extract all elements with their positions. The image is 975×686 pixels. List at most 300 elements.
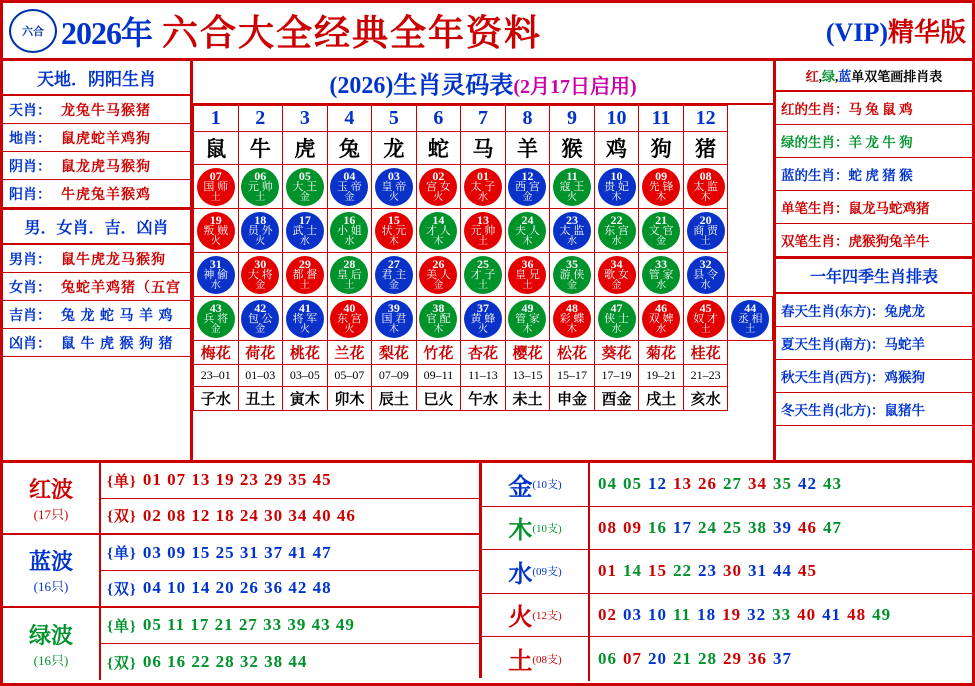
ball-cell[interactable] bbox=[283, 297, 328, 341]
flower-name: 兰花 bbox=[327, 341, 372, 365]
right-title-part-red: 红 bbox=[805, 69, 819, 84]
ball-number: 42 bbox=[254, 301, 267, 315]
right-title-part-blue: 蓝 bbox=[838, 69, 852, 84]
number-ball[interactable] bbox=[419, 212, 457, 250]
wave-line bbox=[101, 608, 479, 644]
ball-cell[interactable] bbox=[283, 165, 328, 209]
element-number: 34 bbox=[748, 474, 767, 494]
element-row bbox=[482, 594, 972, 638]
number-ball[interactable] bbox=[687, 300, 725, 338]
wave-number-lines bbox=[101, 535, 479, 605]
element-number: 25 bbox=[723, 517, 742, 537]
element-number: 33 bbox=[772, 604, 792, 624]
ball-title: 国 君 bbox=[381, 313, 407, 325]
element-name: 火 bbox=[508, 605, 533, 632]
column-number: 4 bbox=[327, 106, 372, 132]
ball-cell[interactable] bbox=[550, 165, 595, 209]
zodiac-code-table bbox=[193, 105, 773, 411]
ball-cell[interactable] bbox=[372, 297, 417, 341]
ball-element: 水 bbox=[477, 192, 488, 203]
element-number: 44 bbox=[773, 561, 792, 581]
element-name: 土 bbox=[508, 649, 533, 676]
ball-row bbox=[194, 253, 773, 297]
number-ball[interactable] bbox=[687, 212, 725, 250]
wave-parity-tag: {单} bbox=[107, 618, 137, 635]
ball-number: 03 bbox=[387, 169, 400, 183]
element-numbers bbox=[590, 518, 972, 538]
ball-cell[interactable] bbox=[194, 209, 239, 253]
number-ball[interactable] bbox=[642, 212, 680, 250]
ball-number: 22 bbox=[610, 213, 623, 227]
element-number: 05 bbox=[623, 474, 642, 494]
element-number: 06 bbox=[598, 648, 617, 668]
ball-number: 16 bbox=[343, 213, 356, 227]
ball-number: 13 bbox=[476, 213, 489, 227]
flower-name: 竹花 bbox=[416, 341, 461, 365]
ball-cell[interactable] bbox=[461, 209, 506, 253]
ball-title: 大 王 bbox=[292, 181, 318, 193]
ball-title: 神 偷 bbox=[203, 269, 229, 281]
zodiac-table-title-main: (2026)生肖灵码表 bbox=[329, 73, 514, 99]
element-number: 27 bbox=[723, 474, 742, 494]
element-numbers bbox=[590, 605, 972, 625]
number-ball[interactable] bbox=[330, 300, 368, 338]
year-title: 2026年 bbox=[61, 14, 153, 51]
ball-title: 君 主 bbox=[381, 269, 407, 281]
element-number: 43 bbox=[823, 474, 842, 494]
element-number: 17 bbox=[673, 517, 692, 537]
ball-cell[interactable] bbox=[683, 165, 728, 209]
ball-title: 兵 将 bbox=[203, 313, 229, 325]
ball-cell[interactable] bbox=[238, 297, 283, 341]
ball-title: 元 帅 bbox=[470, 225, 496, 237]
ball-cell[interactable] bbox=[416, 165, 461, 209]
ball-title: 县 令 bbox=[693, 269, 718, 281]
ball-row bbox=[194, 209, 773, 253]
ball-number: 30 bbox=[254, 257, 267, 271]
number-ball[interactable] bbox=[508, 168, 546, 206]
number-ball[interactable] bbox=[464, 256, 502, 294]
flower-name: 菊花 bbox=[639, 341, 684, 365]
ball-title: 武 士 bbox=[292, 225, 318, 237]
ball-number: 29 bbox=[298, 257, 311, 271]
ball-number: 36 bbox=[521, 257, 534, 271]
season-row: 春天生肖(东方)：兔虎龙 bbox=[776, 294, 972, 327]
ball-cell[interactable] bbox=[283, 209, 328, 253]
ball-element: 土 bbox=[700, 324, 711, 335]
branch-name: 亥水 bbox=[683, 387, 728, 411]
number-ball[interactable] bbox=[553, 256, 591, 294]
element-number: 19 bbox=[722, 604, 742, 624]
wave-numbers: 02 08 12 18 24 30 34 40 46 bbox=[142, 505, 356, 525]
element-label bbox=[482, 637, 590, 681]
number-ball[interactable] bbox=[464, 300, 502, 338]
element-numbers bbox=[590, 649, 972, 669]
left-row bbox=[3, 96, 190, 124]
ball-element: 金 bbox=[433, 280, 444, 291]
left-row-label: 阳肖： bbox=[9, 187, 51, 203]
branch-name: 戌土 bbox=[639, 387, 684, 411]
left-row-value: 鼠牛虎龙马猴狗 bbox=[61, 252, 166, 268]
element-number: 40 bbox=[797, 604, 817, 624]
ball-cell[interactable] bbox=[594, 209, 639, 253]
ball-number: 49 bbox=[521, 301, 534, 315]
left-row-value: 牛虎兔羊猴鸡 bbox=[61, 187, 151, 203]
zodiac-name: 猪 bbox=[683, 132, 728, 165]
ball-element: 金 bbox=[210, 324, 221, 335]
element-label bbox=[482, 507, 590, 550]
ball-number: 23 bbox=[566, 213, 579, 227]
ball-cell[interactable] bbox=[461, 253, 506, 297]
ball-cell[interactable] bbox=[594, 165, 639, 209]
ball-title: 宫 女 bbox=[426, 181, 451, 193]
ball-cell[interactable] bbox=[505, 297, 550, 341]
vip-suffix: 精华版 bbox=[887, 18, 966, 47]
number-ball[interactable] bbox=[553, 212, 591, 250]
ball-cell[interactable] bbox=[505, 209, 550, 253]
hour-range: 15–17 bbox=[550, 365, 595, 387]
number-ball[interactable] bbox=[598, 256, 636, 294]
ball-cell[interactable] bbox=[550, 253, 595, 297]
number-ball[interactable] bbox=[241, 168, 279, 206]
ball-element: 火 bbox=[210, 236, 221, 247]
zodiac-name: 蛇 bbox=[416, 132, 461, 165]
ball-cell[interactable] bbox=[238, 209, 283, 253]
ball-cell[interactable] bbox=[372, 209, 417, 253]
ball-element: 木 bbox=[388, 236, 399, 247]
right-title-part-green: 绿 bbox=[821, 69, 835, 84]
right-column bbox=[776, 61, 972, 460]
wave-label bbox=[3, 463, 101, 533]
vip-badge bbox=[826, 12, 966, 49]
element-count: (08支) bbox=[532, 653, 562, 666]
branch-name: 辰土 bbox=[372, 387, 417, 411]
wave-block bbox=[3, 608, 479, 680]
ball-element: 木 bbox=[388, 324, 399, 335]
element-number: 45 bbox=[798, 561, 817, 581]
column-number: 11 bbox=[639, 106, 684, 132]
right-row-label: 红的生肖： bbox=[781, 102, 849, 117]
number-ball[interactable] bbox=[241, 300, 279, 338]
ball-number: 08 bbox=[699, 169, 712, 183]
ball-cell[interactable] bbox=[194, 253, 239, 297]
left-row-label: 男肖： bbox=[9, 252, 51, 268]
ball-row bbox=[194, 165, 773, 209]
number-ball[interactable] bbox=[241, 256, 279, 294]
branch-name: 酉金 bbox=[594, 387, 639, 411]
column-number: 8 bbox=[505, 106, 550, 132]
ball-title: 太 监 bbox=[693, 181, 718, 193]
ball-title: 皇 帝 bbox=[381, 181, 407, 193]
branch-name: 未土 bbox=[505, 387, 550, 411]
ball-cell[interactable] bbox=[550, 209, 595, 253]
flower-name: 松花 bbox=[550, 341, 595, 365]
hour-range: 05–07 bbox=[327, 365, 372, 387]
wave-numbers: 05 11 17 21 27 33 39 43 49 bbox=[142, 615, 355, 635]
ball-element: 水 bbox=[700, 280, 711, 291]
element-number: 32 bbox=[747, 604, 767, 624]
ball-cell[interactable] bbox=[683, 297, 728, 341]
number-ball[interactable] bbox=[598, 300, 636, 338]
season-row: 秋天生肖(西方)：鸡猴狗 bbox=[776, 360, 972, 393]
ball-cell[interactable] bbox=[283, 253, 328, 297]
ball-title: 贵 妃 bbox=[604, 181, 629, 193]
ball-cell[interactable] bbox=[372, 253, 417, 297]
element-count: (09支) bbox=[532, 566, 562, 579]
element-count: (10支) bbox=[532, 479, 562, 492]
left-rows bbox=[3, 96, 190, 208]
ball-title: 歌 女 bbox=[604, 269, 629, 281]
element-row bbox=[482, 550, 972, 594]
ball-element: 土 bbox=[210, 192, 221, 203]
number-ball[interactable] bbox=[330, 212, 368, 250]
left-row-value: 龙兔牛马猴猪 bbox=[61, 103, 151, 119]
column-number: 9 bbox=[550, 106, 595, 132]
ball-element: 木 bbox=[656, 192, 667, 203]
ball-element: 土 bbox=[299, 280, 310, 291]
number-ball[interactable] bbox=[642, 168, 680, 206]
ball-cell[interactable] bbox=[639, 297, 684, 341]
number-ball[interactable] bbox=[419, 300, 457, 338]
number-ball[interactable] bbox=[464, 168, 502, 206]
number-ball[interactable] bbox=[241, 212, 279, 250]
wave-line bbox=[101, 570, 479, 606]
ball-number: 17 bbox=[298, 213, 311, 227]
ball-element: 金 bbox=[344, 192, 355, 203]
number-ball[interactable] bbox=[375, 168, 413, 206]
right-row bbox=[776, 92, 972, 125]
right-title: 红,绿,蓝单双笔画排肖表 bbox=[776, 61, 972, 92]
flower-name: 葵花 bbox=[594, 341, 639, 365]
ball-number: 15 bbox=[387, 213, 400, 227]
right-row-label: 蓝的生肖： bbox=[781, 168, 849, 183]
ball-number: 28 bbox=[343, 257, 356, 271]
element-name: 水 bbox=[508, 561, 533, 588]
element-number: 04 bbox=[598, 474, 617, 494]
left-row bbox=[3, 152, 190, 180]
number-ball[interactable] bbox=[508, 300, 546, 338]
number-ball[interactable] bbox=[687, 256, 725, 294]
ball-cell[interactable] bbox=[461, 165, 506, 209]
ball-cell[interactable] bbox=[639, 165, 684, 209]
ball-element: 木 bbox=[567, 324, 578, 335]
element-number: 13 bbox=[673, 474, 692, 494]
left-row-label: 吉肖： bbox=[9, 308, 51, 324]
wave-parity-tag: {双} bbox=[107, 509, 137, 526]
ball-number: 32 bbox=[699, 257, 712, 271]
ball-cell[interactable] bbox=[594, 253, 639, 297]
element-numbers bbox=[590, 474, 972, 494]
element-name: 金 bbox=[508, 474, 533, 501]
element-number: 02 bbox=[598, 604, 617, 624]
number-ball[interactable] bbox=[330, 168, 368, 206]
flower-name: 梨花 bbox=[372, 341, 417, 365]
number-ball[interactable] bbox=[419, 256, 457, 294]
ball-number: 04 bbox=[343, 169, 356, 183]
right-row-label: 绿的生肖： bbox=[781, 135, 849, 150]
left-row bbox=[3, 273, 190, 301]
number-ball[interactable] bbox=[419, 168, 457, 206]
ball-cell[interactable] bbox=[639, 253, 684, 297]
ball-title: 夫 人 bbox=[515, 225, 540, 237]
ball-cell[interactable] bbox=[238, 253, 283, 297]
ball-title: 寇 王 bbox=[559, 181, 585, 193]
right-row-label: 单笔生肖： bbox=[781, 201, 849, 216]
ball-cell[interactable] bbox=[194, 165, 239, 209]
ball-title: 东 宫 bbox=[336, 313, 362, 325]
ball-number: 19 bbox=[209, 213, 222, 227]
number-ball[interactable] bbox=[508, 212, 546, 250]
ball-element: 水 bbox=[567, 236, 578, 247]
body-section bbox=[3, 61, 972, 460]
ball-element: 土 bbox=[522, 280, 533, 291]
element-row bbox=[482, 463, 972, 507]
ball-cell[interactable] bbox=[327, 297, 372, 341]
left-row bbox=[3, 180, 190, 208]
ball-cell[interactable] bbox=[372, 165, 417, 209]
ball-element: 水 bbox=[344, 236, 355, 247]
left-row-label: 女肖： bbox=[9, 280, 51, 296]
ball-title: 美 人 bbox=[426, 269, 451, 281]
number-ball[interactable] bbox=[375, 300, 413, 338]
wave-label bbox=[3, 608, 101, 680]
element-number: 39 bbox=[773, 517, 792, 537]
number-ball[interactable] bbox=[286, 212, 324, 250]
element-number: 16 bbox=[648, 517, 667, 537]
ball-number: 33 bbox=[655, 257, 668, 271]
ball-title: 先 锋 bbox=[648, 181, 674, 193]
ball-element: 火 bbox=[388, 192, 399, 203]
branch-name: 寅木 bbox=[283, 387, 328, 411]
number-ball[interactable] bbox=[553, 300, 591, 338]
left-row-label: 阴肖： bbox=[9, 159, 51, 175]
ball-cell[interactable] bbox=[327, 165, 372, 209]
hour-range: 23–01 bbox=[194, 365, 239, 387]
number-ball[interactable] bbox=[508, 256, 546, 294]
ball-cell[interactable] bbox=[461, 297, 506, 341]
ball-element: 金 bbox=[567, 280, 578, 291]
flower-name: 梅花 bbox=[194, 341, 239, 365]
number-ball[interactable] bbox=[687, 168, 725, 206]
number-ball[interactable] bbox=[197, 168, 235, 206]
zodiac-name: 兔 bbox=[327, 132, 372, 165]
number-ball[interactable] bbox=[464, 212, 502, 250]
ball-cell[interactable] bbox=[194, 297, 239, 341]
column-number: 7 bbox=[461, 106, 506, 132]
number-ball[interactable] bbox=[375, 256, 413, 294]
element-number: 03 bbox=[623, 604, 642, 624]
ball-cell[interactable] bbox=[594, 297, 639, 341]
wave-parity-tag: {双} bbox=[107, 581, 137, 598]
number-ball[interactable] bbox=[286, 168, 324, 206]
ball-title: 才 人 bbox=[426, 225, 451, 237]
column-number: 6 bbox=[416, 106, 461, 132]
number-ball[interactable] bbox=[731, 300, 769, 338]
ball-number: 40 bbox=[343, 301, 356, 315]
ball-element: 水 bbox=[611, 236, 622, 247]
number-ball[interactable] bbox=[553, 168, 591, 206]
ball-number: 24 bbox=[521, 213, 534, 227]
ball-number: 45 bbox=[699, 301, 712, 315]
season-row: 冬天生肖(北方)：鼠猪牛 bbox=[776, 393, 972, 426]
left-row bbox=[3, 301, 190, 329]
ball-cell[interactable] bbox=[505, 165, 550, 209]
ball-cell[interactable] bbox=[238, 165, 283, 209]
number-ball[interactable] bbox=[286, 256, 324, 294]
ball-cell[interactable] bbox=[639, 209, 684, 253]
element-count: (12支) bbox=[532, 609, 562, 622]
zodiac-name: 鼠 bbox=[194, 132, 239, 165]
element-number: 36 bbox=[748, 648, 767, 668]
ball-element: 金 bbox=[255, 324, 266, 335]
ball-cell[interactable] bbox=[505, 253, 550, 297]
column-number: 3 bbox=[283, 106, 328, 132]
ball-element: 水 bbox=[656, 324, 667, 335]
ball-title: 皇 兄 bbox=[515, 269, 540, 281]
left-rows-2 bbox=[3, 245, 190, 357]
element-number: 41 bbox=[822, 604, 842, 624]
number-ball[interactable] bbox=[330, 256, 368, 294]
ball-element: 火 bbox=[299, 324, 310, 335]
ball-element: 金 bbox=[522, 192, 533, 203]
number-ball[interactable] bbox=[598, 168, 636, 206]
number-ball[interactable] bbox=[197, 300, 235, 338]
left-row-value: 兔蛇羊鸡猪（五宫 bbox=[61, 280, 181, 296]
number-ball[interactable] bbox=[598, 212, 636, 250]
ball-title: 彩 蝶 bbox=[559, 313, 585, 325]
ball-cell[interactable] bbox=[327, 209, 372, 253]
element-number: 49 bbox=[872, 604, 892, 624]
flower-name: 桂花 bbox=[683, 341, 728, 365]
ball-cell[interactable] bbox=[683, 253, 728, 297]
number-ball[interactable] bbox=[375, 212, 413, 250]
ball-cell[interactable] bbox=[416, 297, 461, 341]
zodiac-name: 虎 bbox=[283, 132, 328, 165]
wave-count: (16只) bbox=[33, 652, 69, 668]
zodiac-table-title-sub: (2月17日启用) bbox=[513, 76, 637, 98]
ball-cell[interactable] bbox=[327, 253, 372, 297]
ball-title: 状 元 bbox=[381, 225, 407, 237]
ball-cell[interactable] bbox=[728, 297, 773, 341]
flower-name: 桃花 bbox=[283, 341, 328, 365]
ball-title: 商 贾 bbox=[693, 225, 718, 237]
ball-cell[interactable] bbox=[416, 209, 461, 253]
element-row bbox=[482, 507, 972, 551]
wave-block bbox=[3, 463, 479, 535]
ball-cell[interactable] bbox=[683, 209, 728, 253]
hour-range: 01–03 bbox=[238, 365, 283, 387]
ball-number: 43 bbox=[209, 301, 222, 315]
number-ball[interactable] bbox=[286, 300, 324, 338]
number-ball[interactable] bbox=[642, 256, 680, 294]
ball-number: 01 bbox=[476, 169, 489, 183]
zodiac-name: 羊 bbox=[505, 132, 550, 165]
ball-element: 土 bbox=[745, 324, 756, 335]
ball-cell[interactable] bbox=[416, 253, 461, 297]
vip-prefix: (VIP) bbox=[825, 18, 888, 47]
number-ball[interactable] bbox=[197, 256, 235, 294]
element-number: 47 bbox=[823, 517, 842, 537]
number-ball[interactable] bbox=[197, 212, 235, 250]
ball-cell[interactable] bbox=[550, 297, 595, 341]
ball-number: 02 bbox=[432, 169, 445, 183]
left-row-value: 鼠 牛 虎 猴 狗 猪 bbox=[61, 336, 174, 352]
hour-range: 17–19 bbox=[594, 365, 639, 387]
ball-title: 都 督 bbox=[292, 269, 318, 281]
ball-number: 07 bbox=[209, 169, 222, 183]
ball-number: 12 bbox=[521, 169, 534, 183]
number-ball[interactable] bbox=[642, 300, 680, 338]
